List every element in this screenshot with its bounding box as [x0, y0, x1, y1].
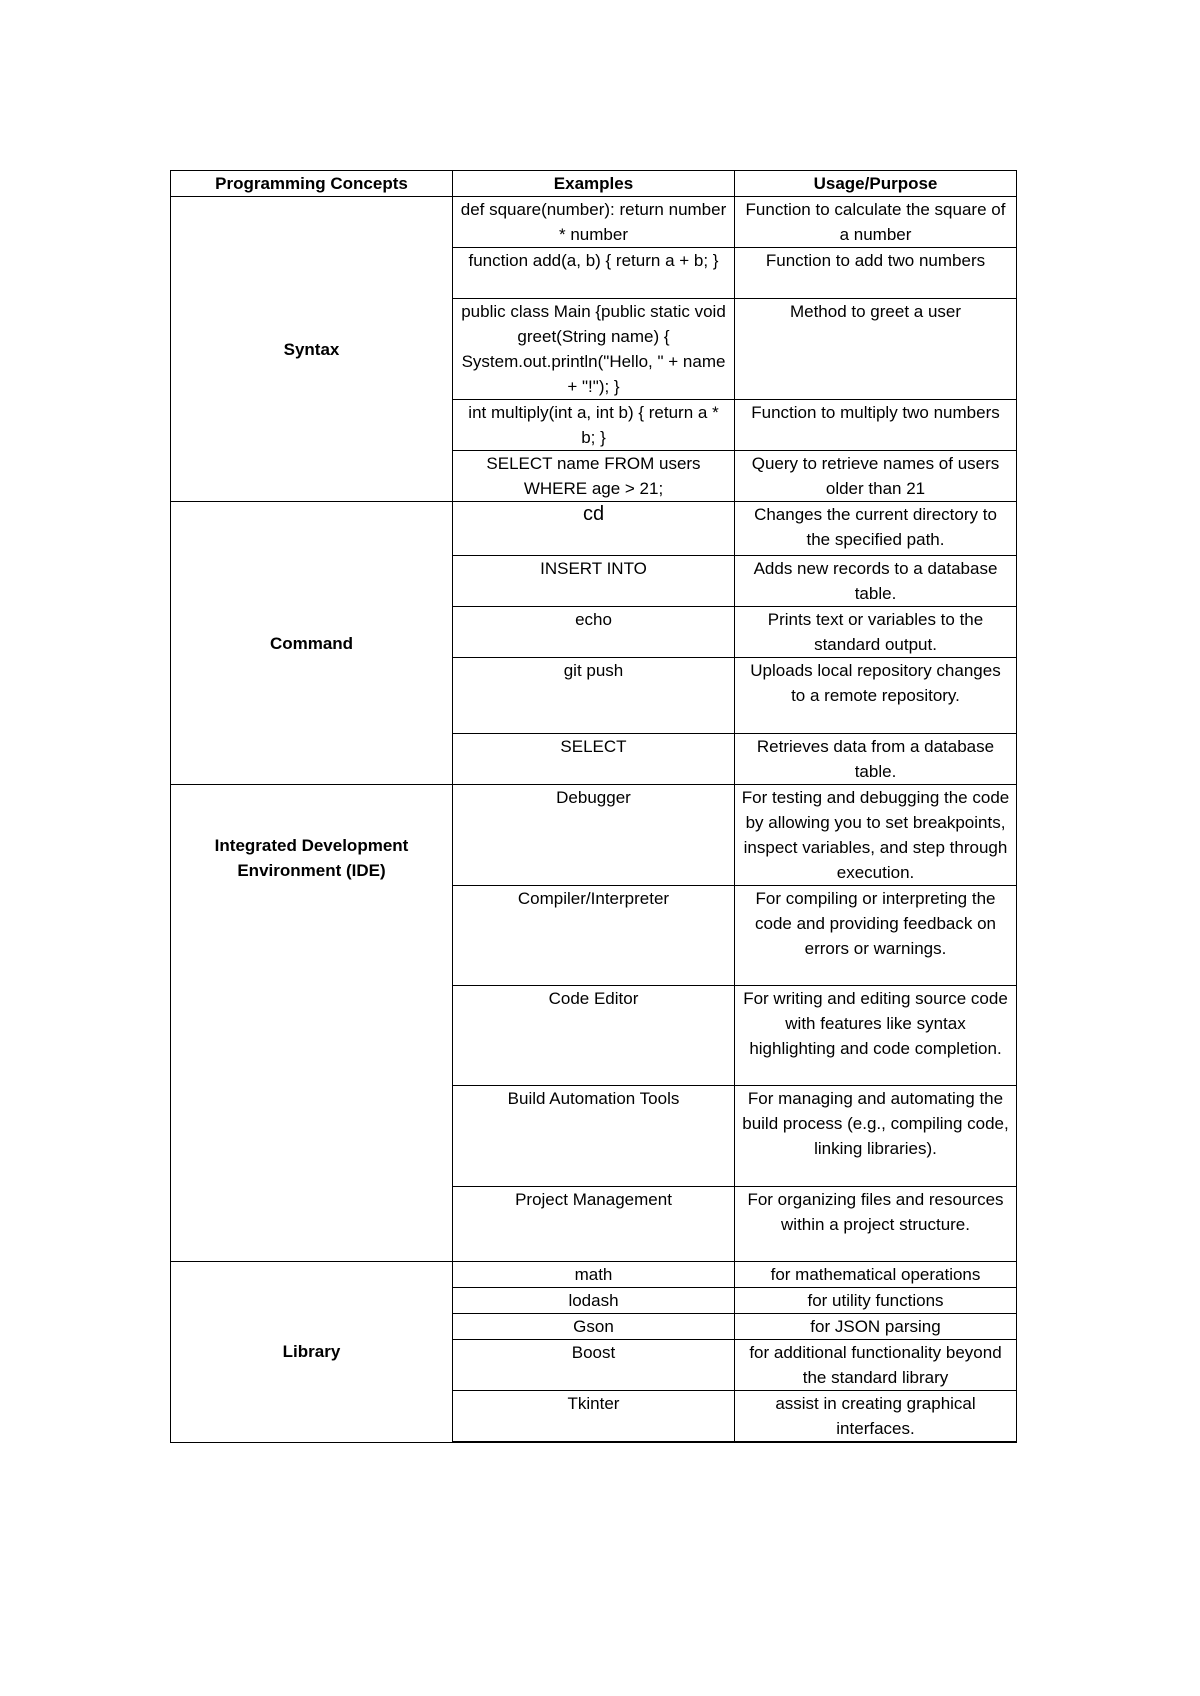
example-cell: Debugger [453, 785, 735, 886]
example-cell: int multiply(int a, int b) { return a * b; } [453, 400, 735, 451]
header-row [171, 171, 1017, 197]
purpose-cell: Prints text or variables to the standard output. [735, 607, 1017, 658]
example-cell: function add(a, b) { return a + b; } [453, 248, 735, 299]
purpose-cell: for mathematical operations [735, 1262, 1017, 1288]
purpose-cell: Function to calculate the square of a number [735, 197, 1017, 248]
example-cell: git push [453, 658, 735, 734]
purpose-cell: Function to add two numbers [735, 248, 1017, 299]
purpose-cell: For testing and debugging the code by allowing you to set breakpoints, inspect variables, and step through execution. [735, 785, 1017, 886]
purpose-cell: assist in creating graphical interfaces. [735, 1391, 1017, 1443]
example-cell: Tkinter [453, 1391, 735, 1443]
example-cell: Build Automation Tools [453, 1086, 735, 1187]
example-cell: echo [453, 607, 735, 658]
concept-command: Command [171, 502, 453, 785]
purpose-cell: For managing and automating the build process (e.g., compiling code, linking libraries). [735, 1086, 1017, 1187]
purpose-cell: Function to multiply two numbers [735, 400, 1017, 451]
example-cell: def square(number): return number * number [453, 197, 735, 248]
example-cell: Project Management [453, 1187, 735, 1262]
header-concepts: Programming Concepts [171, 171, 453, 197]
example-cell: Code Editor [453, 986, 735, 1086]
table-row [171, 502, 1017, 556]
purpose-cell: for additional functionality beyond the standard library [735, 1340, 1017, 1391]
example-cell: INSERT INTO [453, 556, 735, 607]
header-examples: Examples [453, 171, 735, 197]
example-cell: cd [453, 502, 735, 556]
example-cell: lodash [453, 1288, 735, 1314]
concept-library: Library [171, 1262, 453, 1443]
purpose-cell: For compiling or interpreting the code and providing feedback on errors or warnings. [735, 886, 1017, 986]
purpose-cell: For writing and editing source code with features like syntax highlighting and code completion. [735, 986, 1017, 1086]
purpose-cell: Retrieves data from a database table. [735, 734, 1017, 785]
example-cell: math [453, 1262, 735, 1288]
purpose-cell: For organizing files and resources within a project structure. [735, 1187, 1017, 1262]
example-cell: Compiler/Interpreter [453, 886, 735, 986]
purpose-cell: for utility functions [735, 1288, 1017, 1314]
table-row [171, 1262, 1017, 1288]
purpose-cell: for JSON parsing [735, 1314, 1017, 1340]
header-usage: Usage/Purpose [735, 171, 1017, 197]
concept-ide: Integrated Development Environment (IDE) [171, 785, 453, 1262]
example-cell: Boost [453, 1340, 735, 1391]
table-row [171, 785, 1017, 886]
concepts-table [170, 170, 1017, 1443]
purpose-cell: Method to greet a user [735, 299, 1017, 400]
purpose-cell: Adds new records to a database table. [735, 556, 1017, 607]
example-cell: public class Main {public static void greet(String name) { System.out.println("Hello, " + name + "!"); } [453, 299, 735, 400]
purpose-cell: Changes the current directory to the specified path. [735, 502, 1017, 556]
table-row [171, 197, 1017, 248]
concept-syntax: Syntax [171, 197, 453, 502]
example-cell: SELECT name FROM users WHERE age > 21; [453, 451, 735, 502]
example-cell: Gson [453, 1314, 735, 1340]
example-cell: SELECT [453, 734, 735, 785]
purpose-cell: Query to retrieve names of users older than 21 [735, 451, 1017, 502]
purpose-cell: Uploads local repository changes to a remote repository. [735, 658, 1017, 734]
